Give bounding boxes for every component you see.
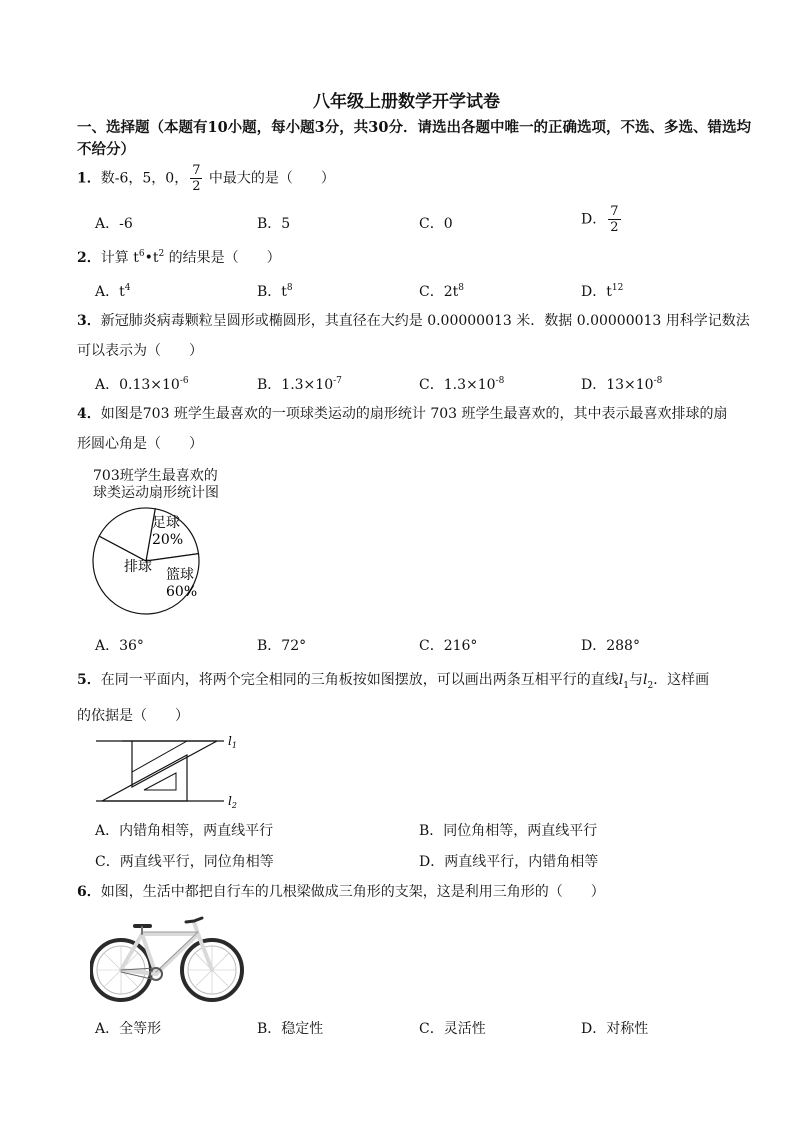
question-number: 3．	[77, 313, 101, 329]
option-label: D．t	[581, 284, 612, 300]
question-number: 5．	[77, 672, 101, 688]
question-text: ．这样画	[653, 672, 710, 688]
slice-name: 排球	[124, 559, 152, 575]
exponent: -7	[333, 376, 342, 386]
option-b[interactable]: B．5	[257, 216, 291, 232]
option-label: C．1.3×10	[419, 377, 496, 393]
exponent: -8	[653, 376, 663, 386]
pie-label-2	[124, 558, 152, 575]
question-3-line-2: 可以表示为（ ）	[77, 343, 203, 359]
exponent: 8	[286, 283, 293, 293]
pie-label-1	[166, 567, 197, 600]
option-label: A．0.13×10	[95, 377, 180, 393]
triangle-figure	[92, 730, 252, 810]
option-a[interactable]: A．36°	[95, 638, 144, 654]
option-b[interactable]	[257, 281, 293, 301]
option-d[interactable]	[581, 281, 623, 301]
handlebar	[186, 918, 202, 922]
fraction	[608, 204, 620, 235]
page-title: 八年级上册数学开学试卷	[313, 92, 500, 112]
subscript: 2	[647, 680, 654, 691]
question-text: 如图是703 班学生最喜欢的一项球类运动的扇形统计 703 班学生最喜欢的，其中表示最喜欢排球的扇	[100, 406, 728, 422]
slice-percent: 20%	[152, 532, 184, 548]
option-c[interactable]: C．灵活性	[419, 1021, 486, 1037]
option-c[interactable]	[419, 281, 464, 301]
fraction	[190, 163, 202, 194]
question-text: 数-6，5，0，	[100, 170, 189, 187]
label-l1: $l_1$	[228, 734, 237, 750]
option-c[interactable]: C．216°	[419, 638, 478, 654]
option-d[interactable]: D．对称性	[581, 1021, 649, 1037]
option-b[interactable]	[257, 374, 342, 394]
section-heading: 一、选择题（本题有10小题，每小题3分，共30分．请选出各题中唯一的正确选项，不选、多选、错选均不给分）	[77, 119, 751, 158]
subscript: 1	[623, 680, 629, 691]
exponent: 6	[138, 249, 145, 259]
frame	[121, 922, 212, 974]
option-label: B．1.3×10	[257, 377, 334, 393]
question-3	[77, 311, 750, 331]
fraction-numerator: 7	[610, 204, 619, 219]
option-label: D．	[581, 211, 607, 228]
option-b[interactable]: B．稳定性	[257, 1021, 324, 1037]
question-number: 1．	[77, 170, 101, 187]
option-a[interactable]	[95, 374, 189, 394]
question-2	[77, 248, 281, 268]
slice-percent: 60%	[166, 584, 198, 600]
option-d[interactable]: D．两直线平行，内错角相等	[419, 854, 599, 870]
option-a[interactable]: A．全等形	[95, 1021, 162, 1037]
option-label: B．t	[257, 284, 287, 300]
option-a[interactable]: A．-6	[95, 216, 133, 232]
option-a[interactable]: A．内错角相等，两直线平行	[95, 823, 274, 839]
question-text: 如图，生活中都把自行车的几根梁做成三角形的支架，这是利用三角形的（ ）	[100, 884, 605, 900]
exponent: 4	[124, 283, 131, 293]
question-text: 在同一平面内，将两个完全相同的三角板按如图摆放，可以画出两条互相平行的直线	[100, 672, 619, 688]
option-c[interactable]: C．两直线平行，同位角相等	[95, 854, 274, 870]
option-d[interactable]: D．288°	[581, 638, 640, 654]
question-text: 的结果是（ ）	[164, 250, 281, 266]
question-text: 计算 t	[100, 250, 139, 266]
option-b[interactable]: B．72°	[257, 638, 307, 654]
question-6	[77, 882, 605, 902]
pie-label-0	[152, 515, 183, 548]
option-a[interactable]	[95, 281, 130, 301]
bicycle-image	[90, 912, 246, 1008]
question-text: 新冠肺炎病毒颗粒呈圆形或椭圆形，其直径在大约是 0.00000013 米．数据 0.00000013 用科学记数法	[100, 313, 750, 329]
exponent: 12	[611, 283, 624, 293]
question-number: 2．	[77, 250, 101, 266]
question-number: 4．	[77, 406, 101, 422]
chart-title-line-1: 703班学生最喜欢的	[93, 468, 218, 484]
exponent: 8	[458, 283, 464, 293]
spokes	[97, 946, 236, 994]
label-l2: $l_2$	[228, 794, 237, 810]
exponent: 2	[158, 249, 165, 259]
line-symbol: l	[642, 672, 648, 688]
fraction-denominator: 2	[192, 179, 201, 194]
option-c[interactable]: C．0	[419, 216, 453, 232]
exponent: -8	[495, 376, 505, 386]
fraction-numerator: 7	[192, 163, 201, 178]
slice-name: 足球	[152, 515, 180, 531]
question-1	[77, 163, 335, 194]
question-number: 6．	[77, 884, 101, 900]
question-text: 与	[628, 672, 643, 688]
question-text: •t	[144, 250, 159, 266]
question-4-line-2: 形圆心角是（ ）	[77, 436, 203, 452]
lower-triangle	[102, 755, 187, 801]
question-5	[77, 670, 709, 690]
chart-title-line-2: 球类运动扇形统计图	[93, 485, 219, 501]
fraction-denominator: 2	[610, 220, 619, 235]
option-label: C．2t	[419, 284, 459, 300]
upper-triangle-inner	[132, 741, 187, 772]
exponent: -6	[179, 376, 189, 386]
slice-name: 篮球	[166, 567, 194, 583]
option-label: D．13×10	[581, 377, 654, 393]
question-4	[77, 404, 728, 424]
pie-chart	[90, 503, 220, 623]
option-d[interactable]	[581, 374, 662, 394]
option-label: A．t	[95, 284, 125, 300]
question-5-line-2: 的依据是（ ）	[77, 708, 189, 724]
question-text: 中最大的是（ ）	[204, 170, 335, 187]
option-d[interactable]	[581, 204, 623, 235]
option-c[interactable]	[419, 374, 504, 394]
line-symbol: l	[618, 672, 624, 688]
option-b[interactable]: B．同位角相等，两直线平行	[419, 823, 598, 839]
